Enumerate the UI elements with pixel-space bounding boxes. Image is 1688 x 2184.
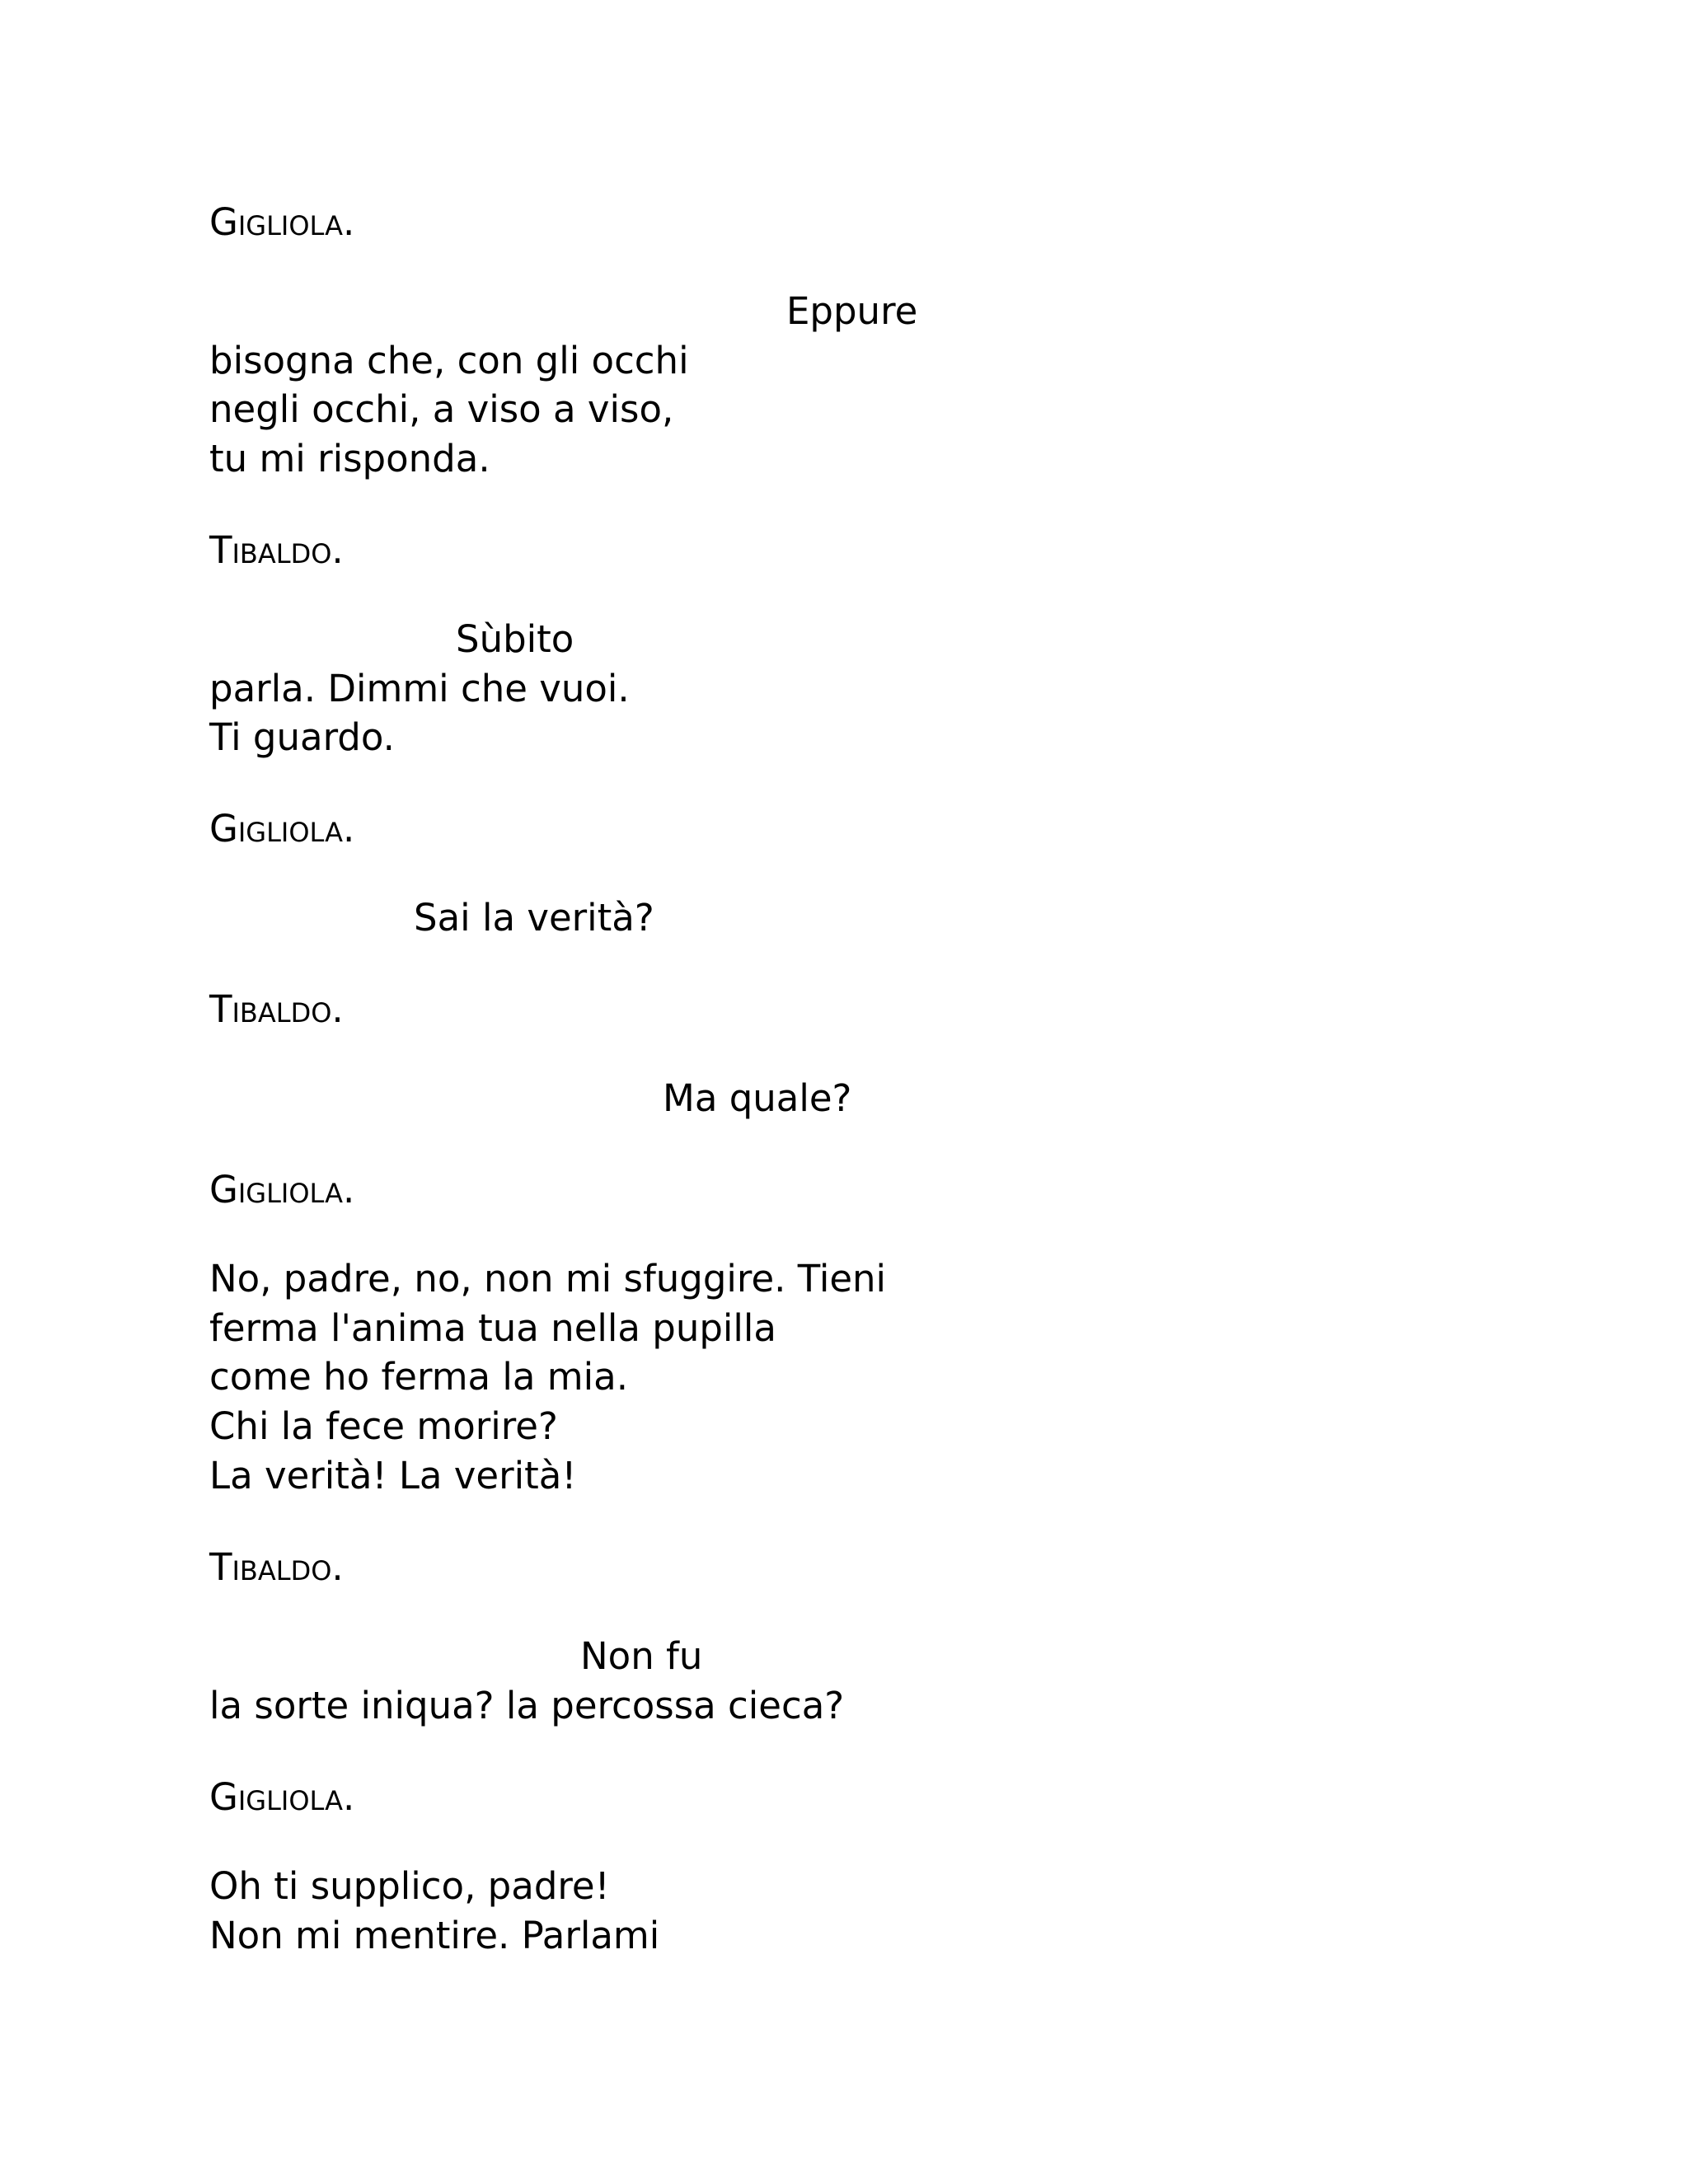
verse-line: bisogna che, con gli occhi [209,339,689,382]
verse-line: La verità! La verità! [209,1454,577,1497]
verse-line: Sùbito [456,617,574,661]
speaker-name: Gigliola. [209,1168,355,1212]
verse-line: Sai la verità? [414,896,654,940]
verse-line: tu mi risponda. [209,437,490,480]
verse-line: ferma l'anima tua nella pupilla [209,1306,777,1350]
verse-line: come ho ferma la mia. [209,1355,629,1399]
speaker-name: Gigliola. [209,200,355,244]
verse-line: Oh ti supplico, padre! [209,1864,610,1908]
speaker-name: Gigliola. [209,807,355,851]
speaker-name: Tibaldo. [209,987,344,1031]
speaker-name: Tibaldo. [209,528,344,572]
verse-line: Eppure [786,289,918,333]
verse-line: Non fu [580,1634,703,1678]
verse-line: parla. Dimmi che vuoi. [209,667,630,710]
speaker-name: Gigliola. [209,1775,355,1819]
verse-line: Chi la fece morire? [209,1404,558,1448]
verse-line: No, padre, no, non mi sfuggire. Tieni [209,1257,887,1301]
verse-line: Ma quale? [663,1076,852,1120]
verse-line: Non mi mentire. Parlami [209,1914,660,1957]
verse-line: Ti guardo. [209,715,395,759]
speaker-name: Tibaldo. [209,1545,344,1589]
verse-line: negli occhi, a viso a viso, [209,387,674,431]
verse-line: la sorte iniqua? la percossa cieca? [209,1684,845,1727]
